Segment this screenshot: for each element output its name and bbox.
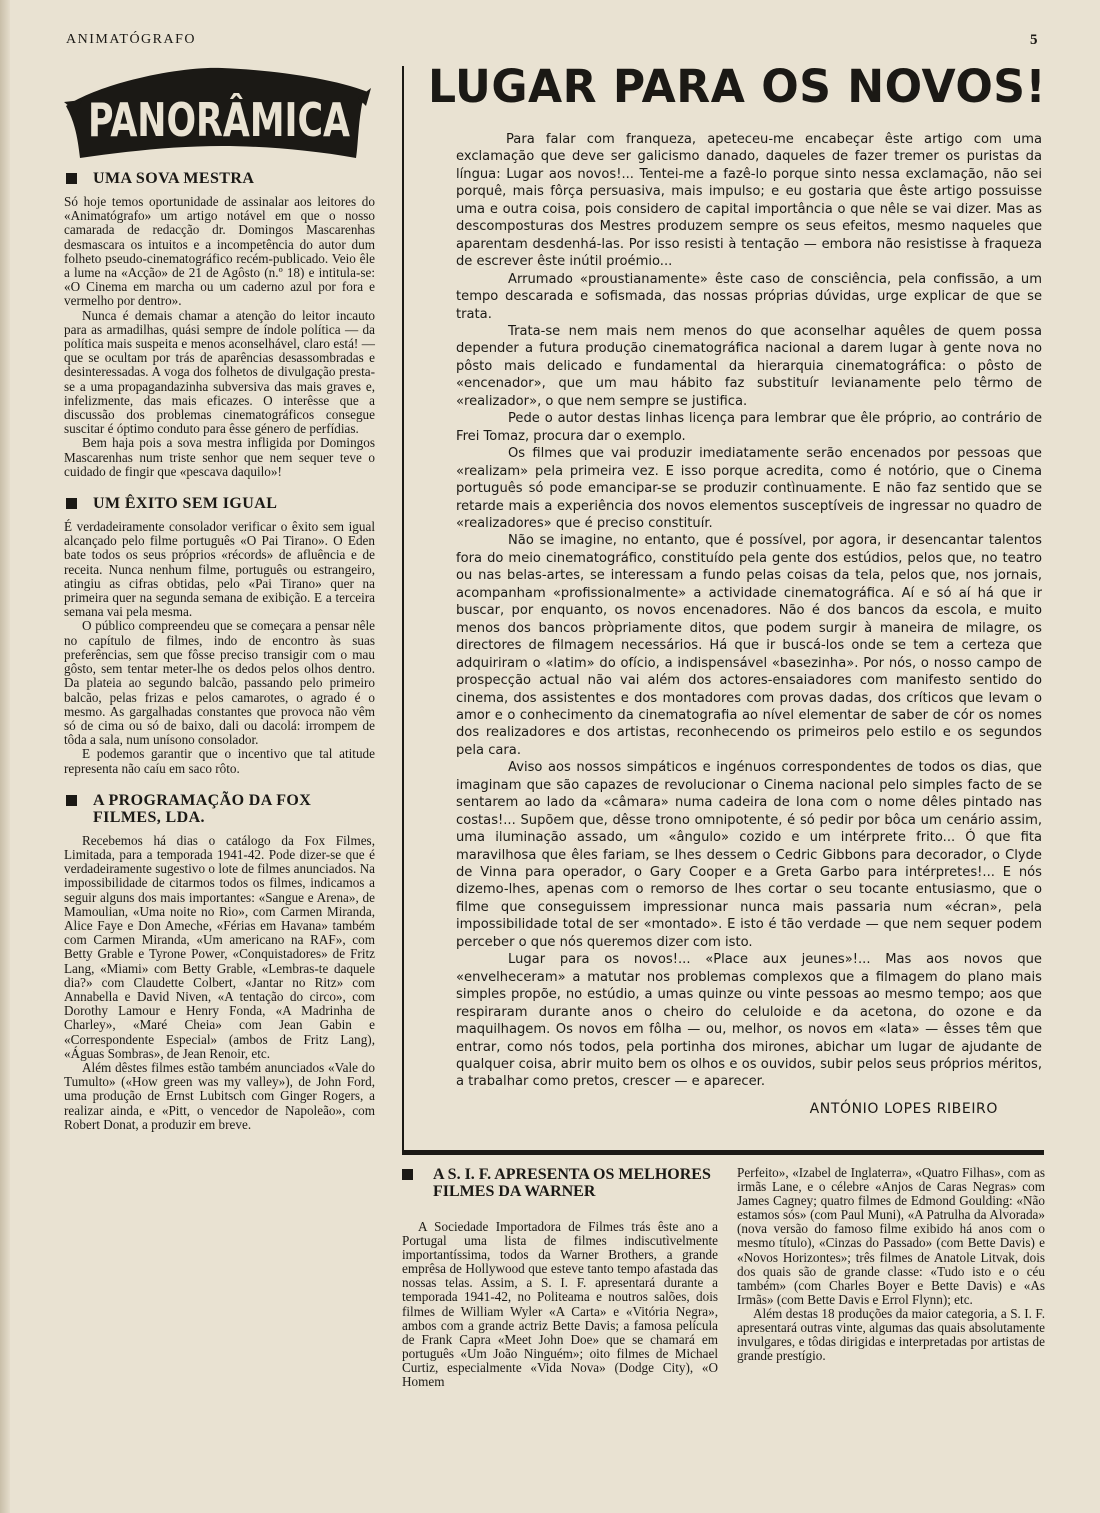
panoramica-column	[64, 164, 375, 1132]
page-number: 5	[1030, 32, 1038, 48]
panoramica-logo	[62, 62, 372, 162]
paragraph: Trata-se nem mais nem menos do que aconselhar aquêles de quem possa depender a futura produção cinematográfica nacional a darem lugar à gente nova no pôsto mais delicado e fundamental da hierarquia cinematográfica: o pôsto de «encenador», que um mau hábito faz substituír levianamente pelo têrmo de «realizador», o que nem sempre se justifica.	[456, 323, 1042, 409]
paragraph: Além dêstes filmes estão também anunciados «Vale do Tumulto» («How green was my valley»), de John Ford, uma produção de Ernst Lubitsch com Ginger Rogers, a realizar ainda, e «Pitt, o vencedor de Napoleão», com Robert Donat, a produzir em breve.	[64, 1059, 375, 1132]
main-article-body	[456, 131, 1042, 1117]
paragraph: Os filmes que vai produzir imediatamente serão encenados por pessoas que «realizam» pela primeira vez. E isso porque acredita, como é notório, que o Cinema português só pode emancipar-se se produzir contìnuamente. E não faz sentido que se retarde mais a experiência dos novos elementos susceptíveis de ingressar no quadro de «realizadores» que é preciso constituír.	[456, 446, 1042, 531]
paragraph: Aviso aos nossos simpáticos e ingénuos correspondentes de todos os dias, que imaginam que são capazes de revolucionar o Cinema nacional pelo simples facto de se sentarem ao lado da «câmara» numa cadeira de lona com o nome dêles pintado nas costas!... Supõem que, dêsse trono omnipotente, é só pedir por bôca um cenário assim, uma iluminação assado, um «ângulo» cozido e um intérprete frito... Ó que fita maravilhosa que êles fariam, se lhes dessem o Cedric Gibbons para decorador, o Clyde de Vinna para operador, o Gary Cooper e a Greta Garbo para intérpretes!... E nós dizemo-lhes, apenas com o remorso de lhes cortar o seu tocante entusiasmo, que o filme que conseguissem impressionar nunca mais passaria num «écran», pela impossibilidade total de ser «montado». E isto é tão verdade — que nem sequer podem perceber o que nós queremos dizer com isto.	[456, 760, 1042, 950]
horizontal-divider	[402, 1150, 1044, 1155]
paragraph: Lugar para os novos!... «Place aux jeunes»!... Mas aos novos que «envelheceram» a matutar nos problemas complexos que a filmagem do plano mais simples propõe, no estúdio, a umas quinze ou vinte pessoas ao mesmo tempo; aos que respiraram durante anos o cheiro do celuloide e da acetona, do ozone e da maquilhagem. Os novos em fôlha — ou, melhor, os novos em «lata» — êsses têm que entrar, como nós todos, pela portinha dos mirones, abichar um lugar de ajudante de qualquer coisa, abrir muito bem os olhos e os ouvidos, subir pelos seus próprios méritos, a trabalhar como pretos, crescer — e aparecer.	[456, 952, 1042, 1090]
paragraph: Perfeito», «Izabel de Inglaterra», «Quatro Filhas», com as irmãs Lane, e o célebre «Anjos de Caras Negras» com James Cagney; quatro filmes de Edmond Goulding: «Não estamos sós» (com Paul Muni), «A Patrulha da Alvorada» (nova versão do famoso filme exibido há anos com o mesmo título), «Cinzas do Passado» (com Bette Davis) e «Novos Horizontes»; três filmes de Anatole Litvak, dois dos quais são de grande classe: «Tudo isto e o céu também» (com Charles Boyer e Bette Davis) e «As Irmãs» (com Bette Davis e Errol Flynn); etc.	[737, 1165, 1045, 1307]
sif-column-1	[402, 1220, 718, 1389]
paragraph: E podemos garantir que o incentivo que tal atitude representa não caíu em saco rôto.	[64, 746, 375, 776]
paragraph: Recebemos há dias o catálogo da Fox Filmes, Limitada, para a temporada 1941-42. Pode dizer-se que é verdadeiramente sugestivo o lote de filmes anunciados. Na impossibilidade de citarmos todos os filmes, indicamos a seguir alguns dos mais importantes: «Sangue e Arena», de Mamoulian, «Uma noite no Rio», com Carmen Miranda, Alice Faye e Don Ameche, «Férias em Havana» também com Carmen Miranda, «Um americano na RAF», com Betty Grable e Tyrone Power, «Conquistadores» de Fritz Lang, «Miami» com Betty Grable, «Lembras-te daquele dia?» com Claudette Colbert, «Jantar no Ritz» com Annabella e David Niven, «A tentação do circo», com Dorothy Lamour e Henry Fonda, «A Madrinha de Charley», «Maré Cheia» com Jean Gabin e «Correspondente Especial» (ambos de Fritz Lang), «Águas Sombras», de Jean Renoir, etc.	[64, 832, 375, 1061]
square-bullet-icon	[402, 1169, 413, 1180]
panoramica-logo-lettering: PANORÂMICA	[88, 93, 351, 147]
paragraph: Bem haja pois a sova mestra infligida por Domingos Mascarenhas num triste senhor que nem sequer teve o cuidado de fingir que «pescava daquilo»!	[64, 435, 375, 479]
column-divider	[402, 66, 404, 1150]
section-heading: A S. I. F. APRESENTA OS MELHORES FILMES DA WARNER	[400, 1166, 720, 1200]
paragraph: Não se imagine, no entanto, que é possível, por agora, ir desencantar talentos fora do meio cinematográfico, constituído pela gente dos estúdios, pelos que, no teatro ou nas belas-artes, se interessam a fundo pelas coisas da tela, pelos que, nos jornais, acompanham «profissionalmente» a actividade cinematográfica. Aí e só aí há que ir buscar, por enquanto, os novos encenadores. Não é dos bancos da escola, e muito menos dos bancos pròpriamente ditos, que podem surgir à maneira de milagre, os directores de filmagem necessários. Há que ir buscá-los onde se tem a certeza que adquiriram o «latim» do ofício, a indispensável «basezinha». Por nós, o nosso campo de prospecção actual não vai além dos actores-ensaiadores com manifesto sentido do cinema, dos assistentes e dos montadores com provas dadas, dos críticos que levam o amor e o conhecimento da cinematografia ao nível elementar de saber de cór os nomes dos realizadores e dos artistas, reconhecendo os primeiros pelo estilo e os segundos pela cara.	[456, 533, 1042, 758]
running-header-publication: ANIMATÓGRAFO	[66, 32, 197, 47]
page-binding-edge	[0, 0, 10, 1513]
paragraph: A Sociedade Importadora de Filmes trás êste ano a Portugal uma lista de filmes indiscutìvelmente importantíssima, todos da Warner Brothers, a grande emprêsa de Hollywood que esteve tanto tempo afastada das nossas telas. Assim, a S. I. F. apresentará durante a temporada 1941-42, no Politeama e noutros salões, dois filmes de William Wyler «A Carta» e «Vitória Negra», ambos com a grande actriz Bette Davis; a famosa película de Frank Capra «Meet John Doe» que se chamará em português «Um João Ninguém»; oito filmes de Michael Curtiz, especialmente «Vida Nova» (Dodge City), «O Homem	[402, 1219, 718, 1390]
paragraph: Só hoje temos oportunidade de assinalar aos leitores do «Animatógrafo» um artigo notável em que o nosso camarada de redacção dr. Domingos Mascarenhas desmascara os intuitos e a incompetência do autor dum folheto pseudo-cinematográfico recém-publicado. Veio êle a lume na «Acção» de 21 de Agôsto (n.º 18) e intitula-se: «O Cinema em marcha ou um caderno azul por fora e vermelho por dentro».	[64, 194, 375, 309]
author-signature: ANTÓNIO LOPES RIBEIRO	[809, 1100, 998, 1117]
section-heading: A PROGRAMAÇÃO DA FOX FILMES, LDA.	[64, 792, 375, 826]
paragraph: O público compreendeu que se começara a pensar nêle no capítulo de filmes, indo de encontro às suas preferências, sem que fôsse preciso transigir com o mau gôsto, sem tentar meter-lhe os dedos pelos olhos dentro. Da plateia ao segundo balcão, passando pelo primeiro balcão, pelas frizas e pelos camarotes, o agrado é o mesmo. As gargalhadas constantes que provoca não vêm só de cima ou só de baixo, dali ou dacolá: irrompem de tôda a sala, num unísono consolador.	[64, 618, 375, 748]
square-bullet-icon	[66, 173, 77, 184]
paragraph: É verdadeiramente consolador verificar o êxito sem igual alcançado pelo filme português «O Pai Tirano». O Eden bate todos os seus próprios «récords» de afluência e de receita. Nunca nenhum filme, português ou estrangeiro, atingiu as cifras obtidas, pelo «Pai Tirano» quer na primeira quer na segunda semana de exibição. E a terceira semana vai pela mesma.	[64, 519, 375, 620]
square-bullet-icon	[66, 795, 77, 806]
main-headline: LUGAR PARA OS NOVOS!	[428, 60, 1047, 113]
paragraph: Para falar com franqueza, apeteceu-me encabeçar êste artigo com uma exclamação que deve ser galicismo danado, daqueles de fazer tremer os puristas da língua: Lugar aos novos!... Tentei-me a fazê-lo porque sinto nessa exclamação, não sei porquê, mais fôrça persuasiva, mais impulso; e eu gostaria que êste artigo possuisse uma e outra coisa, pois considero de capital importância o que nêle se vai dizer. Mas as descomposturas dos Mestres produzem sempre os seus efeitos, mesmo naqueles que aparentam desdenhá-las. Por isso resisti à tentação — embora não resistisse à fraqueza de escrever êste inútil proémio...	[456, 132, 1042, 270]
sif-article	[400, 1165, 1045, 1390]
paragraph: Além destas 18 produções da maior categoria, a S. I. F. apresentará outras vinte, algumas das quais absolutamente invulgares, e tôdas dirigidas e interpretadas por artistas de grande prestígio.	[737, 1305, 1045, 1364]
section-heading: UMA SOVA MESTRA	[64, 170, 375, 187]
paragraph: Arrumado «proustianamente» êste caso de consciência, pela confissão, a um tempo descarada e sofismada, das nossas próprias dúvidas, urge explicar de que se trata.	[456, 271, 1042, 322]
sif-column-2	[737, 1166, 1045, 1363]
paragraph: Nunca é demais chamar a atenção do leitor incauto para as armadilhas, quási sempre de índole política — da política mais suspeita e menos aconselhável, claro está! — que se ocultam por trás de aparências desassombradas e desinteressadas. A voga dos folhetos de divulgação presta-se a uma propagandazinha subversiva das mais graves e, infelizmente, das mais eficazes. O interêsse que a discussão dos problemas cinematográficos consegue suscitar é óptimo conduto para êsse género de perfídias.	[64, 307, 375, 437]
square-bullet-icon	[66, 498, 77, 509]
paragraph: Pede o autor destas linhas licença para lembrar que êle próprio, ao contrário de Frei Tomaz, procura dar o exemplo.	[456, 411, 1042, 444]
section-heading: UM ÊXITO SEM IGUAL	[64, 495, 375, 512]
